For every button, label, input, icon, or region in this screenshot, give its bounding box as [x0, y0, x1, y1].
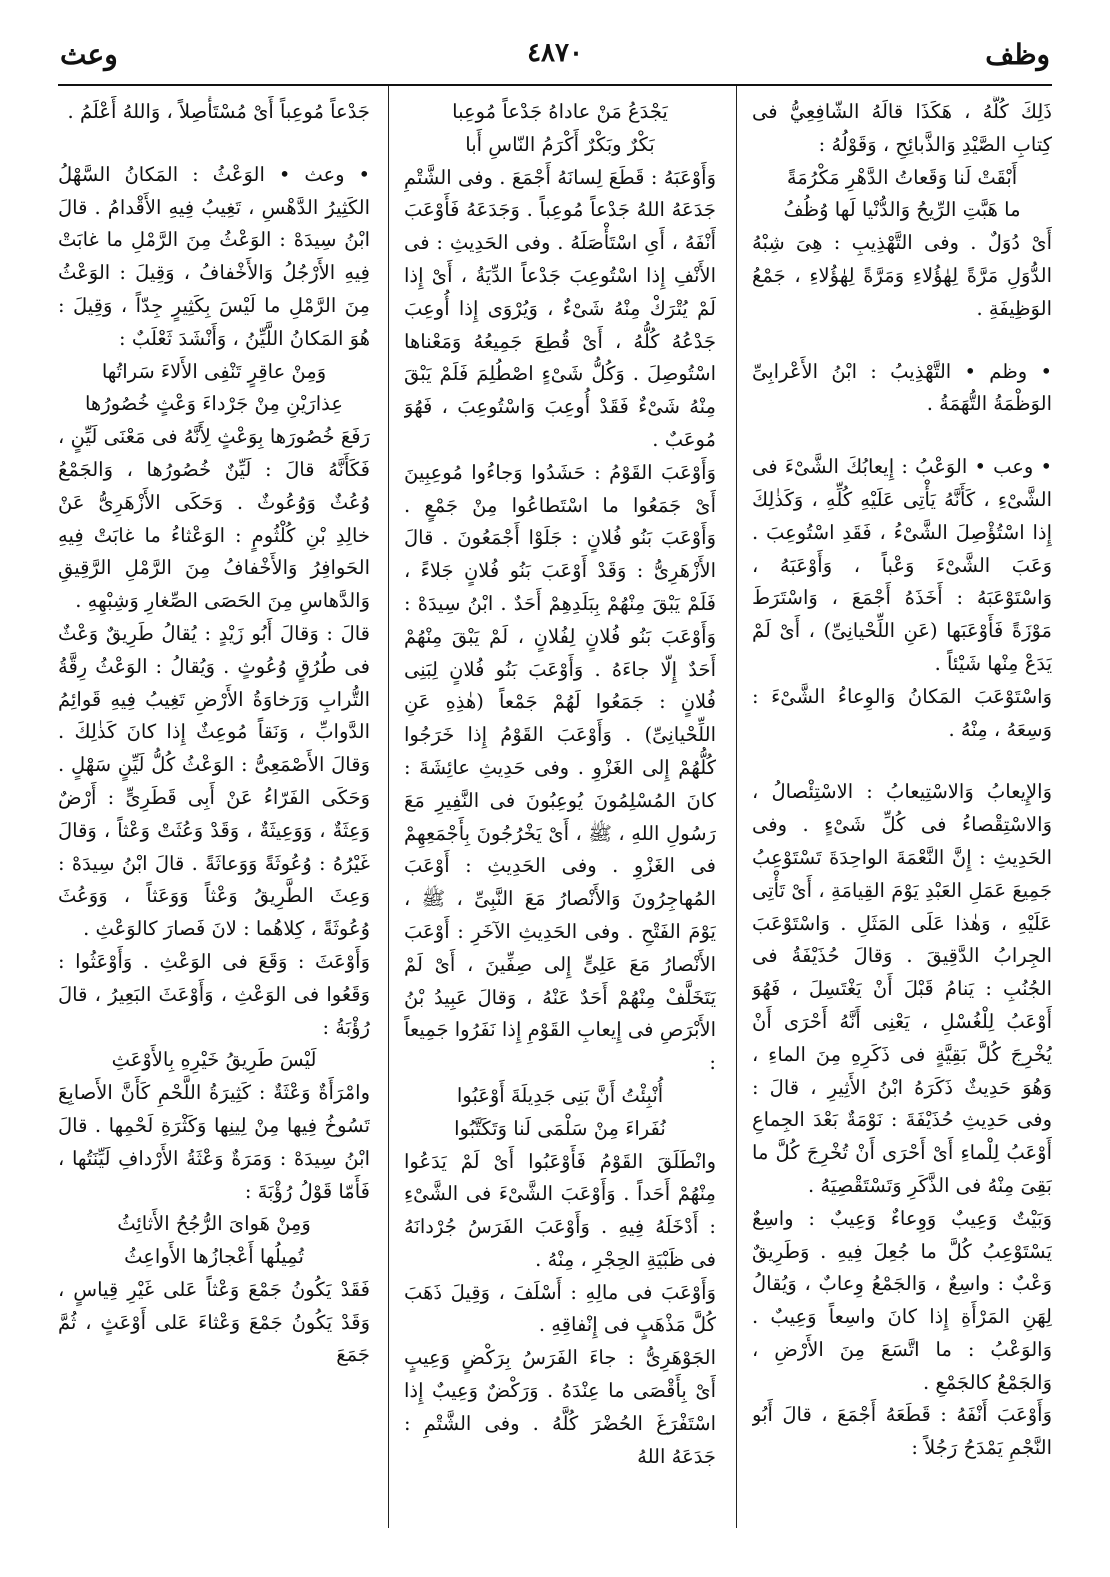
page-number: ٤٨٧٠ [527, 38, 583, 68]
entry-paragraph: وَأَوْعَبَ أَنْفَهُ : قَطَعَهُ أَجْمَعَ ، قالَ أَبُو النَّجْمِ يَمْدَحُ رَجُلاً : [752, 1403, 1052, 1460]
paragraph-gap [752, 326, 1052, 356]
entry-paragraph: قالَ : وَقالَ أَبُو زَيْدٍ : يُقالُ طَرِيقٌ وَعْثٌ فى طُرُقٍ وُعُوثٍ . وَيُقالُ : الوَعْثُ رِقَّةُ التُّرابِ وَرَخاوَةُ الأَرْضِ تَغِيبُ فِيهِ قَوائِمُ الدَّوابِّ ، وَنَقاً مُوعِثٌ إِذا كانَ كَذٰلِكَ . وَقالَ الأَصْمَعِىُّ : الوَعْثُ كُلُّ لَيِّنٍ سَهْلٍ . وَحَكَى الفَرّاءُ عَنْ أَبِى قَطَرِىٍّ : أَرْضٌ وَعِثَةٌ ، وَوَعِيثَةٌ ، وَقَدْ وَعُثَتْ وَعْثاً ، وَقالَ غَيْرُهُ : وُعُوثَةً وَوَعاثَةً . قالَ ابْنُ سِيدَهْ : وَعِثَ الطَّرِيقُ وَعْثاً وَوَعَثاً ، وَوَعُثَ وُعُوثَةً ، كِلاهُما : لانَ فَصارَ كالوَعْثِ . [58, 621, 370, 941]
verse-line: أَبْقَتْ لَنا وَقَعاتُ الدَّهْرِ مَكْرُمَةً [786, 165, 1018, 189]
header-first-root: وظف [985, 38, 1050, 71]
page-header [58, 30, 1052, 90]
entry-paragraph: • وعب • الوَعْبُ : إِيعابُكَ الشَّىْءَ فى الشَّىْءِ ، كَأَنَّهُ يَأْتِى عَلَيْهِ كُلِّهِ ، وَكَذٰلِكَ إِذا اسْتُؤْصِلَ الشَّىْءُ ، فَقَدِ اسْتُوعِبَ . وَعَبَ الشَّىْءَ وَعْباً ، وَأَوْعَبَهُ ، وَاسْتَوْعَبَهُ : أَخَذَهُ أَجْمَعَ ، وَاسْتَرَطَ مَوْزَةً فَأَوْعَبَها (عَنِ اللِّحْيانِىِّ) ، أَىْ لَمْ يَدَعْ مِنْها شَيْئاً . [752, 455, 1052, 675]
column-left [58, 96, 370, 1528]
column-divider [736, 86, 737, 1528]
verse-line: لَيْسَ طَرِيقُ خَيْرِهِ بِالأَوْعَثِ [111, 1048, 317, 1072]
verse-line: أُنْبِئْتُ أَنَّ بَنِى جَدِيلَةَ أَوْعَبُوا [456, 1083, 664, 1107]
entry-paragraph: فَقَدْ يَكُونُ جَمْعَ وَعْثاً عَلى غَيْرِ قِياسٍ ، وَقَدْ يَكُونُ جَمْعَ وَعْثاءَ عَلى أَوْعَثٍ ، ثُمَّ جَمَعَ [58, 1277, 370, 1367]
entry-paragraph: وَاسْتَوْعَبَ المَكانُ وَالوِعاءُ الشَّىْءَ : وَسِعَهُ ، مِنْهُ . [752, 684, 1052, 741]
entry-paragraph: رَفَعَ خُصُورَها بِوَعْثٍ لِأَنَّهُ فى مَعْنَى لَيِّنٍ ، فَكَأَنَّهُ قالَ : لَيِّنٌ خُصُورُها ، وَالجَمْعُ وُعُثٌ وَوُعُوثٌ . وَحَكَى الأَزْهَرِىُّ عَنْ خالِدِ بْنِ كُلْثُومٍ : الوَعْثاءُ ما غابَتْ فِيهِ الحَوافِرُ وَالأَخْفافُ مِنَ الرَّمْلِ الرَّقِيقِ وَالدَّهاسِ مِنَ الحَصَى الصِّغارِ وَشِبْهِهِ . [58, 425, 370, 613]
paragraph-gap [752, 421, 1052, 451]
entry-paragraph: وامْرَأَةٌ وَعْثَةٌ : كَثِيرَةُ اللَّحْمِ كَأَنَّ الأَصابِعَ تَسُوخُ فِيها مِنْ لِينِها وَكَثْرَةِ لَحْمِها . قالَ ابْنُ سِيدَهْ : وَمَرَةٌ وَعْثَةُ الأَرْدافِ لَيِّنَتُها ، فَأَمّا قَوْلُ رُؤْبَةَ : [58, 1081, 370, 1203]
verse-line: وَمِنْ عاقِرٍ تَنْفِى الأَلاءَ سَراتُها [101, 359, 327, 383]
verse-line: عِذارَيْنِ مِنْ جَرْداءَ وَعْثٍ خُصُورُها [84, 392, 344, 416]
column-divider [388, 86, 389, 1528]
entry-paragraph: أَىْ دُوَلٌ . وفى التَّهْذِيبِ : هِىَ شِبْهُ الدُّوَلِ مَرَّةً لِهٰؤُلاءِ وَمَرَّةً لِهٰؤُلاءِ ، جَمْعُ الوَظِيفَةِ . [752, 231, 1052, 320]
header-last-root: وعث [60, 38, 118, 71]
entry-paragraph: • وظم • التَّهْذِيبُ : ابْنُ الأَعْرابِىِّ الوَظْمَةُ التُّهَمَةُ . [752, 359, 1052, 416]
verse-line: يَجْدَعُ مَنْ عاداهُ جَدْعاً مُوعِبا [452, 100, 668, 123]
column-right [752, 96, 1052, 1528]
entry-paragraph: وَالإِيعابُ وَالاسْتِيعابُ : الاسْتِئْصالُ ، وَالاسْتِقْصاءُ فى كُلِّ شَىْءٍ . وفى الحَدِيثِ : إِنَّ النَّعْمَةَ الواحِدَةَ تَسْتَوْعِبُ جَمِيعَ عَمَلِ العَبْدِ يَوْمَ القِيامَةِ ، أَىْ تَأْتِى عَلَيْهِ ، وَهٰذا عَلَى المَثَلِ . وَاسْتَوْعَبَ الجِرابُ الدَّقِيقَ . وَقالَ حُذَيْفَةُ فى الجُنُبِ : يَنامُ قَبْلَ أَنْ يَغْتَسِلَ ، فَهُوَ أَوْعَبُ لِلْغُسْلِ ، يَعْنِى أَنَّهُ أَحْرَى أَنْ يُخْرِجَ كُلَّ بَقِيَّةٍ فى ذَكَرِهِ مِنَ الماءِ ، وَهُوَ حَدِيثٌ ذَكَرَهُ ابْنُ الأَثِيرِ ، قالَ : وفى حَدِيثِ حُذَيْفَةَ : نَوْمَةٌ بَعْدَ الجِماعِ أَوْعَبُ لِلْماءِ أَىْ أَحْرَى أَنْ تُخْرِجَ كُلَّ ما بَقِىَ مِنْهُ فى الذَّكَرِ وَتَسْتَقْصِيَهُ . [752, 780, 1052, 1197]
entry-paragraph: الجَوْهَرِىُّ : جاءَ الفَرَسُ بِرَكْضٍ وَعِيبٍ أَىْ بِأَقْصَى ما عِنْدَهُ . وَرَكْضٌ وَعِيبٌ إِذا اسْتَفْرَغَ الحُضْرَ كُلَّهُ . وفى الشَّتْمِ : جَدَعَهُ اللهُ [404, 1346, 716, 1468]
paragraph-gap [58, 129, 370, 159]
entry-paragraph: وَأَوْعَبَهُ : قَطَعَ لِسانَهُ أَجْمَعَ . وفى الشَّتْمِ جَدَعَهُ اللهُ جَدْعاً مُوعِباً . وَجَدَعَهُ فَأَوْعَبَ أَنْفَهُ ، أَىِ اسْتَأْصَلَهُ . وفى الحَدِيثِ : فى الأَنْفِ إِذا اسْتُوعِبَ جَدْعاً الدِّيَةُ ، أَىْ إِذا لَمْ يُتْرَكْ مِنْهُ شَىْءٌ ، وَيُرْوَى إِذا أُوعِبَ جَدْعُهُ كُلُّهُ ، أَىْ قُطِعَ جَمِيعُهُ وَمَعْناها اسْتُوصِلَ . وَكُلُّ شَىْءٍ اصْطُلِمَ فَلَمْ يَبْقَ مِنْهُ شَىْءٌ فَقَدْ أُوعِبَ وَاسْتُوعِبَ ، فَهُوَ مُوعَبٌ . [404, 165, 716, 451]
entry-paragraph: وانْطَلَقَ القَوْمُ فَأَوْعَبُوا أَىْ لَمْ يَدَعُوا مِنْهُمْ أَحَداً . وَأَوْعَبَ الشَّىْءَ فى الشَّىْءِ : أَدْخَلَهُ فِيهِ . وَأَوْعَبَ الفَرَسُ جُرْدانَهُ فى ظَبْيَةِ الحِجْرِ ، مِنْهُ . [404, 1149, 716, 1271]
verse-line: نُفَراءَ مِنْ سَلْمَى لَنا وَتَكَتَّبُوا [454, 1116, 666, 1140]
entry-paragraph: وَأَوْعَبَ فى مالِهِ : أَسْلَفَ ، وَقِيلَ ذَهَبَ كُلَّ مَذْهَبٍ فى إِنْفاقِهِ . [404, 1280, 716, 1337]
entry-paragraph: وَأَوْعَثَ : وَقَعَ فى الوَعْثِ . وَأَوْعَثُوا : وَقَعُوا فى الوَعْثِ ، وَأَوْعَثَ البَعِيرُ ، قالَ رُؤْبَةُ : [58, 949, 370, 1039]
verse-line: وَمِنْ هَواىَ الرُّجُحُ الأَثائِثُ [117, 1212, 311, 1236]
paragraph-gap [752, 746, 1052, 776]
entry-paragraph: جَدْعاً مُوعِباً أَىْ مُسْتَأْصِلاً ، وَاللهُ أَعْلَمُ . [67, 100, 370, 123]
verse-line: تُمِيلُها أَعْجازُها الأَواعِثُ [124, 1245, 304, 1269]
entry-paragraph: وَبَيْتٌ وَعِيبٌ وَوِعاءٌ وَعِيبٌ : واسِعٌ يَسْتَوْعِبُ كُلَّ ما جُعِلَ فِيهِ . وَطَرِيقٌ وَعْبٌ : واسِعٌ ، وَالجَمْعُ وِعابٌ ، وَيُقالُ لِهَنِ المَرْأَةِ إِذا كانَ واسِعاً وَعِيبٌ . وَالوَعْبُ : ما اتَّسَعَ مِنَ الأَرْضِ ، وَالجَمْعُ كالجَمْعِ . [752, 1206, 1052, 1394]
verse-line: ما هَبَّتِ الرِّيحُ وَالدُّنْيا لَها وُظُفُ [783, 198, 1021, 222]
verse-line: بَكْرٌ وبَكْرٌ أَكْرَمُ النّاسِ أَبا [465, 132, 655, 156]
header-rule [58, 84, 1052, 86]
column-middle [404, 96, 716, 1528]
entry-paragraph: وَأَوْعَبَ القَوْمُ : حَشَدُوا وَجاءُوا مُوعِبِينَ أَىْ جَمَعُوا ما اسْتَطاعُوا مِنْ جَمْعٍ . وَأَوْعَبَ بَنُو فُلانٍ : جَلَوْا أَجْمَعُونَ . قالَ الأَزْهَرِىُّ : وَقَدْ أَوْعَبَ بَنُو فُلانٍ جَلاءً ، فَلَمْ يَبْقَ مِنْهُمْ بِبَلَدِهِمْ أَحَدٌ . ابْنُ سِيدَهْ : وَأَوْعَبَ بَنُو فُلانٍ لِفُلانٍ ، لَمْ يَبْقَ مِنْهُمْ أَحَدٌ إِلّا جاءَهُ . وَأَوْعَبَ بَنُو فُلانٍ لِبَنِى فُلانٍ : جَمَعُوا لَهُمْ جَمْعاً (هٰذِهِ عَنِ اللِّحْيانِىِّ) . وَأَوْعَبَ القَوْمُ إِذا خَرَجُوا كُلُّهُمْ إِلى الغَزْوِ . وفى حَدِيثِ عائِشَةَ : كانَ المُسْلِمُونَ يُوعِبُونَ فى النَّفِيرِ مَعَ رَسُولِ اللهِ ، ﷺ ، أَىْ يَخْرُجُونَ بِأَجْمَعِهِمْ فى الغَزْوِ . وفى الحَدِيثِ : أَوْعَبَ المُهاجِرُونَ وَالأَنْصارُ مَعَ النَّبِىِّ ، ﷺ ، يَوْمَ الفَتْحِ . وفى الحَدِيثِ الآخَرِ : أَوْعَبَ الأَنْصارُ مَعَ عَلِىٍّ إِلى صِفِّينَ ، أَىْ لَمْ يَتَخَلَّفْ مِنْهُمْ أَحَدٌ عَنْهُ ، وَقالَ عَبِيدُ بْنُ الأَبْرَصِ فى إِيعابِ القَوْمِ إِذا نَفَرُوا جَمِيعاً : [404, 460, 716, 1075]
entry-paragraph: • وعث • الوَعْثُ : المَكانُ السَّهْلُ الكَثِيرُ الدَّهْسِ ، تَغِيبُ فِيهِ الأَقْدامُ . قالَ ابْنُ سِيدَهْ : الوَعْثُ مِنَ الرَّمْلِ ما غابَتْ فِيهِ الأَرْجُلُ وَالأَخْفافُ ، وَقِيلَ : الوَعْثُ مِنَ الرَّمْلِ ما لَيْسَ بِكَثِيرٍ جِدّاً ، وَقِيلَ : هُوَ المَكانُ اللَّيِّنُ ، وَأَنْشَدَ ثَعْلَبٌ : [58, 162, 370, 350]
entry-paragraph: ذَلِكَ كُلُّهُ ، هَكَذَا قالَهُ الشّافِعِيُّ فى كِتابِ الصَّيْدِ وَالذَّبائِحِ ، وَقَوْلُهُ : [752, 100, 1052, 156]
